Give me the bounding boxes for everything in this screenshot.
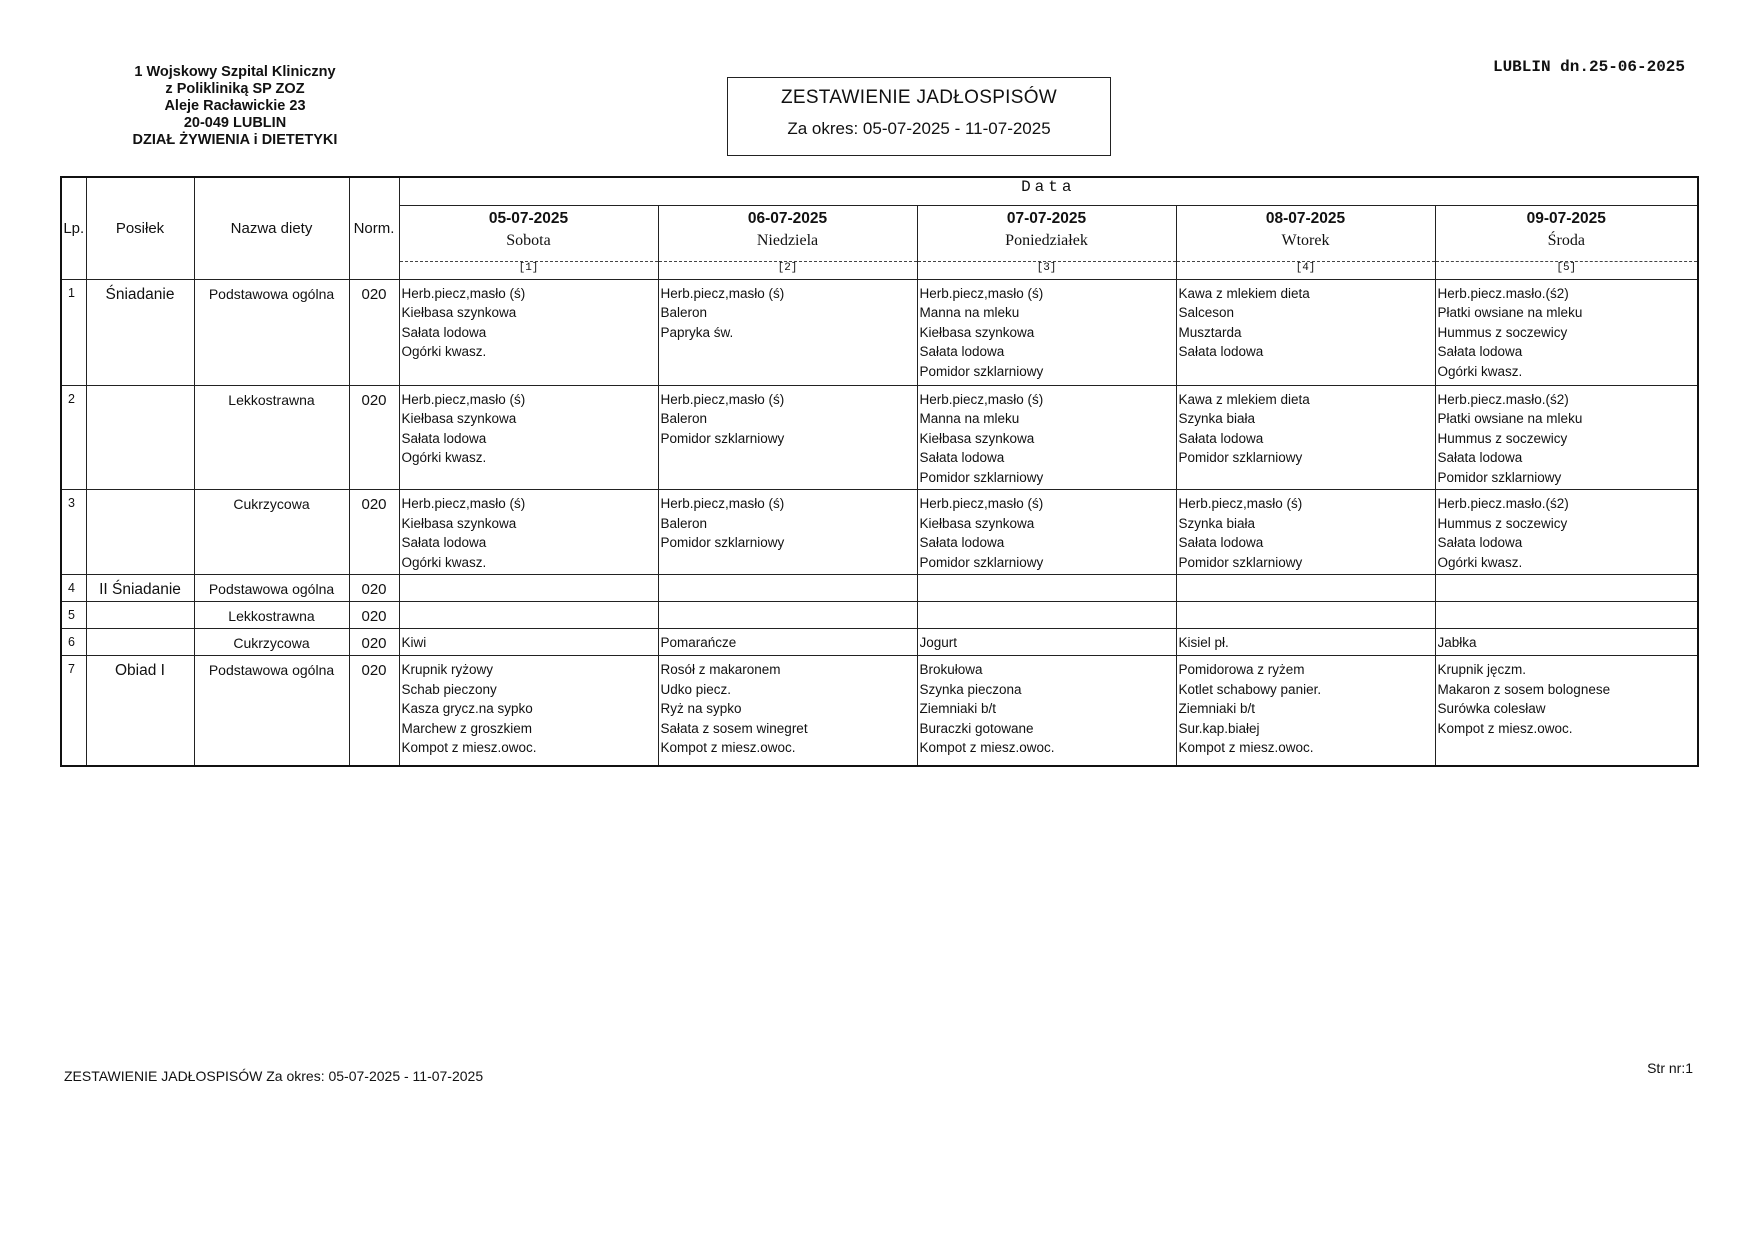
menu-item: Szynka pieczona: [919, 681, 1022, 697]
org-line: 1 Wojskowy Szpital Kliniczny: [134, 64, 336, 80]
menu-cell: [658, 629, 917, 656]
menu-item: Sałata lodowa: [401, 535, 487, 550]
menu-item: Płatki owsiane na mleku: [1437, 411, 1583, 426]
day-date: 08-07-2025: [1265, 209, 1346, 227]
menu-table-body: [61, 279, 1698, 766]
menu-item: Sałata lodowa: [401, 430, 487, 446]
menu-item: Brokułowa: [919, 662, 983, 677]
col-header-data: Data: [399, 177, 1698, 205]
menu-item: Kiełbasa szynkowa: [919, 430, 1035, 446]
table-row: [61, 629, 1698, 656]
menu-item: Herb.piecz,masło (ś): [401, 496, 526, 511]
page-number: Str nr:1: [1647, 1060, 1693, 1076]
menu-item: Herb.piecz,masło (ś): [660, 391, 785, 407]
col-header-diet: Nazwa diety: [194, 177, 349, 279]
menu-cell: [1176, 490, 1435, 575]
title-box: [727, 77, 1111, 156]
menu-cell: [917, 385, 1176, 490]
menu-item: Szynka biała: [1178, 515, 1256, 531]
menu-item: Pomidor szklarniowy: [919, 363, 1044, 379]
menu-cell: [1176, 602, 1435, 629]
org-line: Aleje Racławickie 23: [164, 98, 306, 114]
menu-item: Sałata lodowa: [919, 535, 1005, 550]
row-norm: 020: [349, 629, 399, 656]
day-column-number: [4]: [1176, 261, 1435, 279]
menu-item: Herb.piecz,masło (ś): [1178, 496, 1303, 511]
menu-cell: [1435, 656, 1698, 766]
menu-cell: [658, 575, 917, 602]
menu-item: Kisiel pł.: [1178, 635, 1229, 650]
menu-item: Pomidor szklarniowy: [919, 469, 1044, 485]
row-norm: 020: [349, 385, 399, 490]
day-weekday: Niedziela: [756, 231, 819, 249]
row-lp: 3: [61, 490, 86, 575]
menu-item: Herb.piecz,masło (ś): [401, 285, 526, 301]
day-date: 06-07-2025: [747, 209, 828, 227]
menu-table: [60, 176, 1699, 767]
menu-item: Papryka św.: [660, 324, 734, 340]
day-weekday: Poniedziałek: [1005, 231, 1088, 249]
row-meal: [86, 385, 194, 490]
menu-item: Sałata lodowa: [1178, 535, 1264, 550]
menu-item: Makaron z sosem bolognese: [1437, 681, 1611, 697]
day-header: [1176, 205, 1435, 261]
menu-cell: [917, 656, 1176, 766]
menu-item: Kiełbasa szynkowa: [401, 515, 517, 531]
menu-item: Herb.piecz.masło.(ś2): [1437, 285, 1569, 301]
menu-item: Manna na mleku: [919, 411, 1020, 426]
row-lp: 5: [61, 602, 86, 629]
menu-item: Udko piecz.: [660, 681, 732, 697]
table-row: [61, 385, 1698, 490]
org-line: z Polikliniką SP ZOZ: [165, 81, 305, 97]
day-column-number: [2]: [658, 261, 917, 279]
menu-item: Pomidor szklarniowy: [660, 535, 785, 550]
table-row: [61, 575, 1698, 602]
row-diet: Cukrzycowa: [194, 490, 349, 575]
organization-header: [90, 64, 380, 149]
menu-item: Ogórki kwasz.: [401, 344, 487, 359]
menu-item: Musztarda: [1178, 324, 1242, 340]
menu-item: Sałata lodowa: [1178, 430, 1264, 446]
menu-item: Ziemniaki b/t: [919, 701, 997, 716]
menu-cell: [399, 575, 658, 602]
menu-cell: [399, 385, 658, 490]
menu-item: Jogurt: [919, 635, 958, 650]
menu-cell: [917, 629, 1176, 656]
row-meal: Śniadanie: [86, 279, 194, 385]
menu-item: Marchew z groszkiem: [401, 720, 533, 736]
menu-item: Pomidor szklarniowy: [1178, 450, 1303, 465]
menu-item: Ogórki kwasz.: [401, 450, 487, 465]
day-header: [658, 205, 917, 261]
row-meal: II Śniadanie: [86, 575, 194, 602]
day-date: 05-07-2025: [488, 209, 569, 227]
menu-item: Baleron: [660, 411, 708, 426]
col-header-norm: Norm.: [349, 177, 399, 279]
menu-cell: [1435, 490, 1698, 575]
menu-item: Kawa z mlekiem dieta: [1178, 285, 1310, 301]
row-diet: Podstawowa ogólna: [194, 656, 349, 766]
menu-item: Ogórki kwasz.: [1437, 363, 1523, 379]
row-lp: 6: [61, 629, 86, 656]
menu-cell: [1435, 575, 1698, 602]
menu-item: Sałata lodowa: [1437, 344, 1523, 359]
menu-cell: [1435, 602, 1698, 629]
menu-item: Herb.piecz.masło.(ś2): [1437, 391, 1569, 407]
menu-item: Pomidor szklarniowy: [1437, 469, 1562, 485]
table-row: [61, 656, 1698, 766]
menu-item: Krupnik ryżowy: [401, 662, 494, 677]
menu-item: Pomidor szklarniowy: [1178, 554, 1303, 570]
org-line: DZIAŁ ŻYWIENIA i DIETETYKI: [132, 132, 338, 148]
row-meal: [86, 602, 194, 629]
menu-item: Herb.piecz,masło (ś): [919, 285, 1044, 301]
row-diet: Podstawowa ogólna: [194, 279, 349, 385]
menu-cell: [1176, 385, 1435, 490]
day-weekday: Środa: [1547, 231, 1585, 249]
menu-item: Herb.piecz,masło (ś): [919, 391, 1044, 407]
menu-item: Surówka colesław: [1437, 701, 1546, 716]
row-meal: Obiad I: [86, 656, 194, 766]
menu-item: Sałata z sosem winegret: [660, 720, 808, 736]
menu-item: Ryż na sypko: [660, 701, 742, 716]
menu-item: Kiełbasa szynkowa: [401, 411, 517, 426]
menu-item: Sałata lodowa: [401, 324, 487, 340]
day-weekday: Sobota: [506, 231, 551, 249]
menu-item: Hummus z soczewicy: [1437, 430, 1568, 446]
menu-item: Kotlet schabowy panier.: [1178, 681, 1322, 697]
row-diet: Lekkostrawna: [194, 602, 349, 629]
menu-item: Schab pieczony: [401, 681, 497, 697]
row-diet: Cukrzycowa: [194, 629, 349, 656]
menu-cell: [399, 279, 658, 385]
menu-item: Ogórki kwasz.: [401, 554, 487, 570]
menu-item: Kasza grycz.na sypko: [401, 701, 533, 716]
day-date: 07-07-2025: [1006, 209, 1087, 227]
menu-item: Kiełbasa szynkowa: [919, 515, 1035, 531]
menu-item: Sałata lodowa: [919, 450, 1005, 465]
col-header-lp: Lp.: [61, 177, 86, 279]
menu-cell: [658, 602, 917, 629]
document-period: Za okres: 05-07-2025 - 11-07-2025: [787, 119, 1051, 138]
menu-cell: [1435, 385, 1698, 490]
menu-item: Kompot z miesz.owoc.: [1178, 740, 1314, 755]
row-lp: 1: [61, 279, 86, 385]
menu-item: Rosół z makaronem: [660, 662, 781, 677]
menu-item: Szynka biała: [1178, 411, 1256, 426]
menu-cell: [658, 385, 917, 490]
menu-item: Pomidor szklarniowy: [660, 430, 785, 446]
row-lp: 4: [61, 575, 86, 602]
day-column-number: [1]: [399, 261, 658, 279]
table-row: [61, 279, 1698, 385]
day-header: [1435, 205, 1698, 261]
row-norm: 020: [349, 279, 399, 385]
menu-item: Sałata lodowa: [1437, 450, 1523, 465]
menu-item: Kompot z miesz.owoc.: [660, 740, 796, 755]
day-header: [917, 205, 1176, 261]
table-row: [61, 602, 1698, 629]
menu-item: Sałata lodowa: [1437, 535, 1523, 550]
menu-item: Kiwi: [401, 635, 427, 650]
menu-item: Kompot z miesz.owoc.: [401, 740, 537, 755]
menu-item: Buraczki gotowane: [919, 720, 1034, 736]
menu-item: Sur.kap.białej: [1178, 720, 1260, 736]
menu-cell: [658, 656, 917, 766]
menu-item: Krupnik jęczm.: [1437, 662, 1527, 677]
menu-item: Kiełbasa szynkowa: [401, 305, 517, 320]
menu-item: Sałata lodowa: [919, 344, 1005, 359]
menu-cell: [399, 602, 658, 629]
row-lp: 7: [61, 656, 86, 766]
menu-item: Ziemniaki b/t: [1178, 701, 1256, 716]
menu-item: Herb.piecz,masło (ś): [660, 285, 785, 301]
menu-cell: [399, 656, 658, 766]
document-title: ZESTAWIENIE JADŁOSPISÓW: [780, 87, 1058, 108]
menu-item: Sałata lodowa: [1178, 344, 1264, 359]
menu-cell: [658, 490, 917, 575]
menu-item: Ogórki kwasz.: [1437, 554, 1523, 570]
menu-cell: [1435, 279, 1698, 385]
day-header: [399, 205, 658, 261]
footer-text: ZESTAWIENIE JADŁOSPISÓW Za okres: 05-07-2025 - 11-07-2025: [64, 1068, 484, 1084]
menu-item: Herb.piecz,masło (ś): [660, 496, 785, 511]
col-header-meal: Posiłek: [86, 177, 194, 279]
menu-cell: [1435, 629, 1698, 656]
menu-cell: [1176, 656, 1435, 766]
row-diet: Podstawowa ogólna: [194, 575, 349, 602]
place-date: LUBLIN dn.25-06-2025: [1492, 58, 1685, 76]
menu-cell: [917, 575, 1176, 602]
menu-item: Pomidorowa z ryżem: [1178, 662, 1305, 677]
menu-cell: [917, 490, 1176, 575]
menu-cell: [917, 279, 1176, 385]
org-line: 20-049 LUBLIN: [183, 115, 287, 131]
day-column-number: [5]: [1435, 261, 1698, 279]
menu-cell: [1176, 629, 1435, 656]
day-date: 09-07-2025: [1526, 209, 1606, 227]
menu-item: Herb.piecz,masło (ś): [919, 496, 1044, 511]
menu-cell: [399, 629, 658, 656]
menu-item: Hummus z soczewicy: [1437, 324, 1568, 340]
row-meal: [86, 490, 194, 575]
menu-item: Salceson: [1178, 305, 1235, 320]
menu-cell: [399, 490, 658, 575]
menu-cell: [1176, 279, 1435, 385]
menu-item: Pomarańcze: [660, 635, 737, 650]
menu-item: Płatki owsiane na mleku: [1437, 305, 1583, 320]
menu-item: Hummus z soczewicy: [1437, 515, 1568, 531]
day-column-number: [3]: [917, 261, 1176, 279]
menu-cell: [1176, 575, 1435, 602]
menu-item: Herb.piecz.masło.(ś2): [1437, 496, 1569, 511]
row-meal: [86, 629, 194, 656]
row-norm: 020: [349, 490, 399, 575]
menu-item: Kompot z miesz.owoc.: [1437, 720, 1573, 736]
menu-item: Herb.piecz,masło (ś): [401, 391, 526, 407]
menu-item: Jabłka: [1437, 635, 1477, 650]
row-norm: 020: [349, 575, 399, 602]
menu-cell: [917, 602, 1176, 629]
menu-cell: [658, 279, 917, 385]
menu-item: Kompot z miesz.owoc.: [919, 740, 1055, 755]
row-diet: Lekkostrawna: [194, 385, 349, 490]
row-lp: 2: [61, 385, 86, 490]
day-weekday: Wtorek: [1281, 231, 1330, 249]
menu-item: Pomidor szklarniowy: [919, 554, 1044, 570]
table-row: [61, 490, 1698, 575]
menu-item: Baleron: [660, 515, 708, 531]
menu-item: Manna na mleku: [919, 305, 1020, 320]
menu-item: Kawa z mlekiem dieta: [1178, 391, 1310, 407]
menu-item: Kiełbasa szynkowa: [919, 324, 1035, 340]
row-norm: 020: [349, 656, 399, 766]
row-norm: 020: [349, 602, 399, 629]
menu-item: Baleron: [660, 305, 708, 320]
